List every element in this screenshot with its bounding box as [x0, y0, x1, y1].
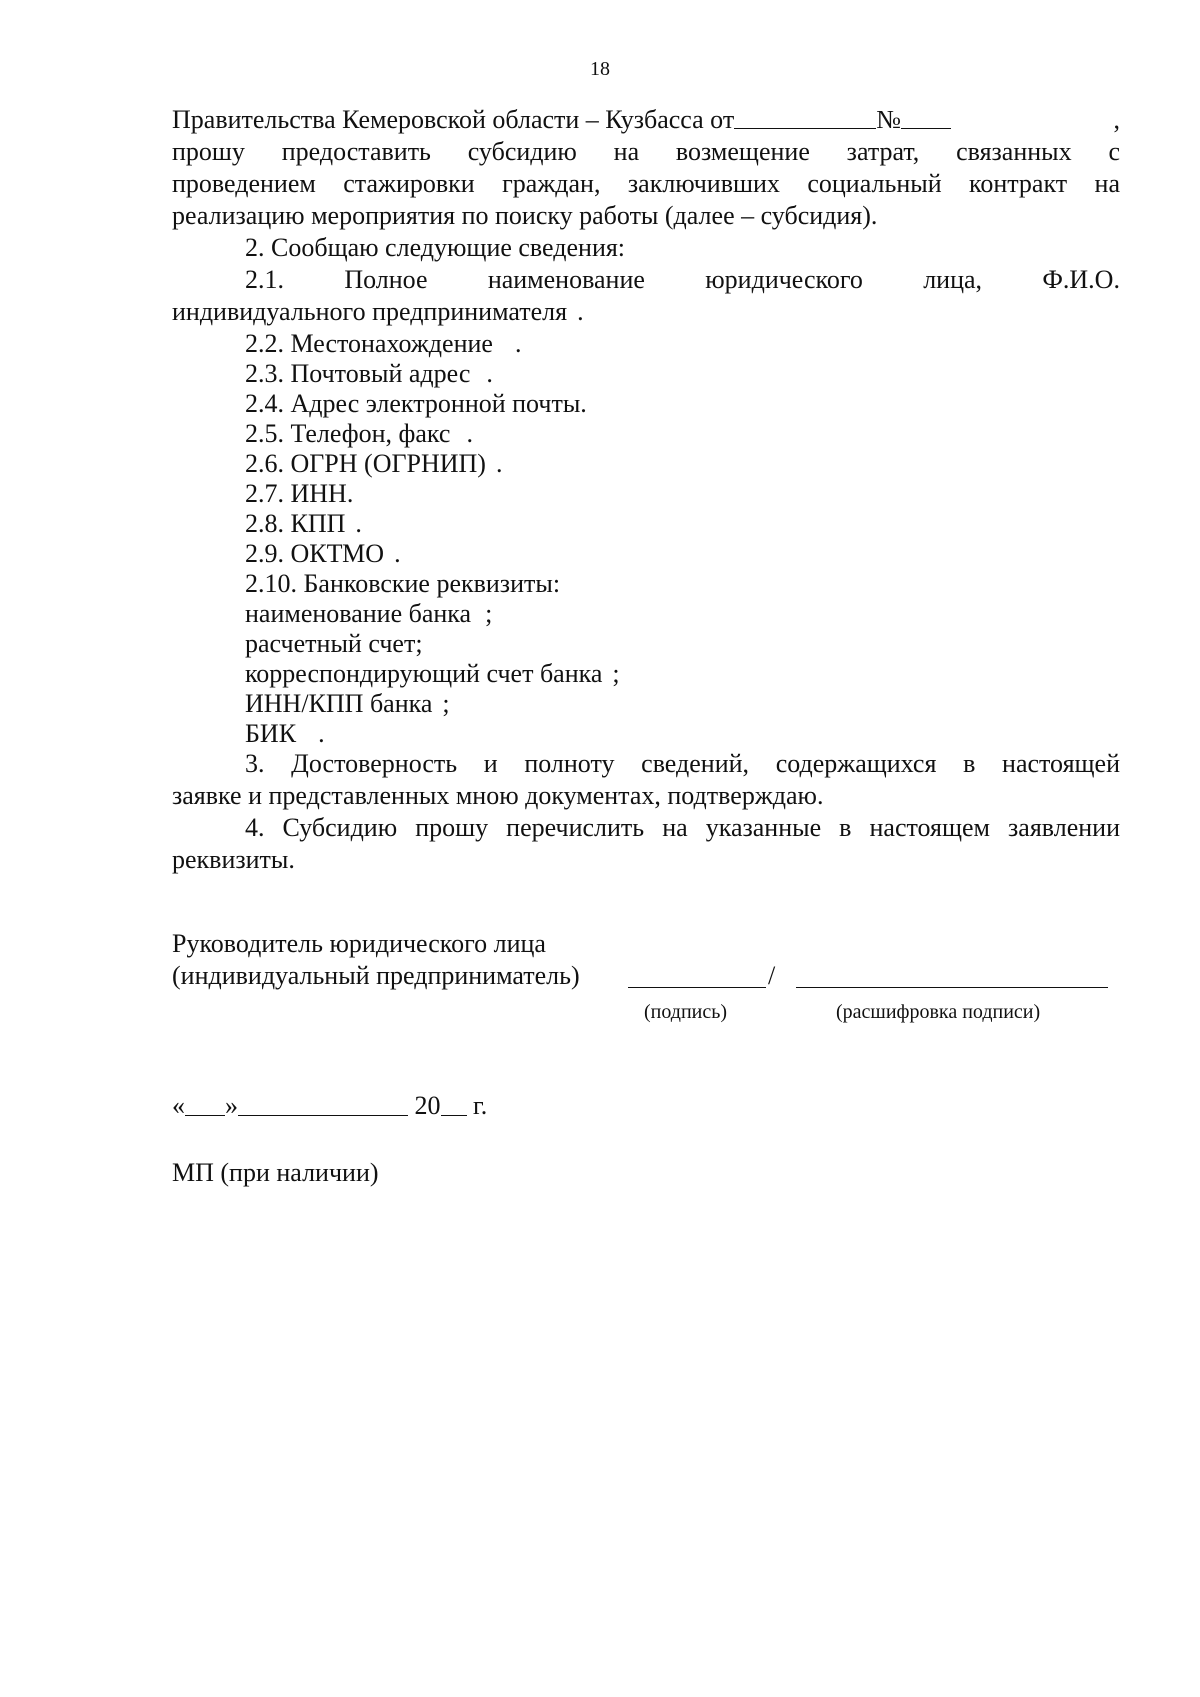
month-field[interactable] [238, 1115, 408, 1116]
item-2-1-word: Полное [344, 265, 428, 294]
signature-title-line1: Руководитель юридического лица [172, 929, 546, 958]
item-2-1-word: 2.1. [245, 265, 284, 294]
item-2-heading: 2. Сообщаю следующие сведения: [245, 233, 626, 262]
para1-line4: реализацию мероприятия по поиску работы (далее – субсидия). [172, 201, 878, 230]
field-end: . [495, 449, 503, 478]
field-label: 2.3. Почтовый адрес [245, 359, 471, 388]
para1-text-start: Правительства Кемеровской области – Кузбасса от [172, 105, 735, 134]
field-label: расчетный счет [245, 629, 416, 658]
field-location [245, 328, 1120, 360]
field-end: . [514, 329, 522, 358]
page-number: 18 [590, 58, 610, 80]
field-bank-inn-kpp [245, 688, 1120, 720]
item-4-line2: реквизиты. [172, 845, 295, 874]
date-quote-close: » [225, 1091, 238, 1120]
field-end: . [346, 479, 354, 508]
field-end: ; [442, 689, 450, 718]
day-field[interactable] [185, 1115, 225, 1116]
field-end: . [394, 539, 401, 568]
year-prefix: 20 [414, 1091, 441, 1120]
bank-details-heading: 2.10. Банковские реквизиты: [245, 569, 561, 598]
field-end: . [355, 509, 362, 538]
signature-decode-field[interactable] [796, 987, 1108, 988]
field-ogrn [245, 448, 1120, 480]
field-bik [245, 718, 1120, 750]
para1-line1 [172, 104, 1120, 136]
field-end: ; [415, 629, 423, 658]
field-end: . [580, 389, 587, 418]
field-phone-fax [245, 418, 1120, 450]
field-end: . [486, 359, 493, 388]
field-label: 2.5. Телефон, факс [245, 419, 451, 448]
field-email [245, 388, 1120, 420]
item-3-line2: заявке и представленных мною документах, подтверждаю. [172, 781, 824, 810]
item-2-1-word: наименование [487, 265, 645, 294]
item-2-1-word: Ф.И.О. [1042, 265, 1120, 294]
item-3-line1: 3. Достоверность и полноту сведений, содержащихся в настоящей [245, 749, 1120, 778]
item-2-1-line2: индивидуального предпринимателя . [172, 297, 584, 326]
signature-role: (индивидуальный предприниматель) [172, 961, 580, 990]
para1-line2: прошу предоставить субсидию на возмещение затрат, связанных с [172, 137, 1120, 166]
field-bank-name [245, 598, 1120, 630]
field-inn [245, 478, 1120, 510]
signature-caption: (подпись) [644, 1001, 728, 1023]
signature-field[interactable] [628, 987, 766, 988]
date-blank[interactable] [734, 128, 876, 129]
field-corr-account [245, 658, 1120, 690]
field-label: 2.8. КПП [245, 509, 346, 538]
item-2-1-line1 [245, 264, 1120, 296]
signature-title-line2 [172, 960, 580, 992]
item-2-1-label: индивидуального предпринимателя [172, 297, 568, 326]
stamp-note: МП (при наличии) [172, 1158, 379, 1187]
field-account [245, 628, 1120, 660]
field-label: 2.4. Адрес электронной почты [245, 389, 581, 418]
item-2-1-word: лица, [923, 265, 983, 294]
item-4-line1: 4. Субсидию прошу перечислить на указанные в настоящем заявлении [245, 813, 1120, 842]
field-end: ; [612, 659, 620, 688]
field-label: ИНН/КПП банка [245, 689, 433, 718]
field-label: 2.7. ИНН [245, 479, 347, 508]
field-end: . [466, 419, 473, 448]
year-suffix: г. [473, 1091, 488, 1120]
field-end: . [318, 719, 325, 748]
year-field[interactable] [441, 1115, 467, 1116]
field-label: 2.6. ОГРН (ОГРНИП) [245, 449, 486, 478]
signature-slash: / [768, 961, 776, 990]
field-label: 2.2. Местонахождение [245, 329, 493, 358]
item-2-1-word: юридического [705, 265, 863, 294]
field-oktmo [245, 538, 1120, 570]
para1-line3: проведением стажировки граждан, заключивших социальный контракт на [172, 169, 1120, 198]
field-label: корреспондирующий счет банка [245, 659, 603, 688]
field-label: 2.9. ОКТМО [245, 539, 385, 568]
signature-decode-caption: (расшифровка подписи) [836, 1001, 1041, 1023]
field-end: ; [485, 599, 493, 628]
field-postal-address [245, 358, 1120, 390]
field-label: наименование банка [245, 599, 472, 628]
field-label: БИК [245, 719, 297, 748]
date-line [172, 1090, 487, 1122]
number-sign: № [876, 105, 901, 134]
number-blank[interactable] [901, 128, 951, 129]
date-quote-open: « [172, 1091, 185, 1120]
field-kpp [245, 508, 1120, 540]
para1-comma: , [1113, 105, 1120, 134]
